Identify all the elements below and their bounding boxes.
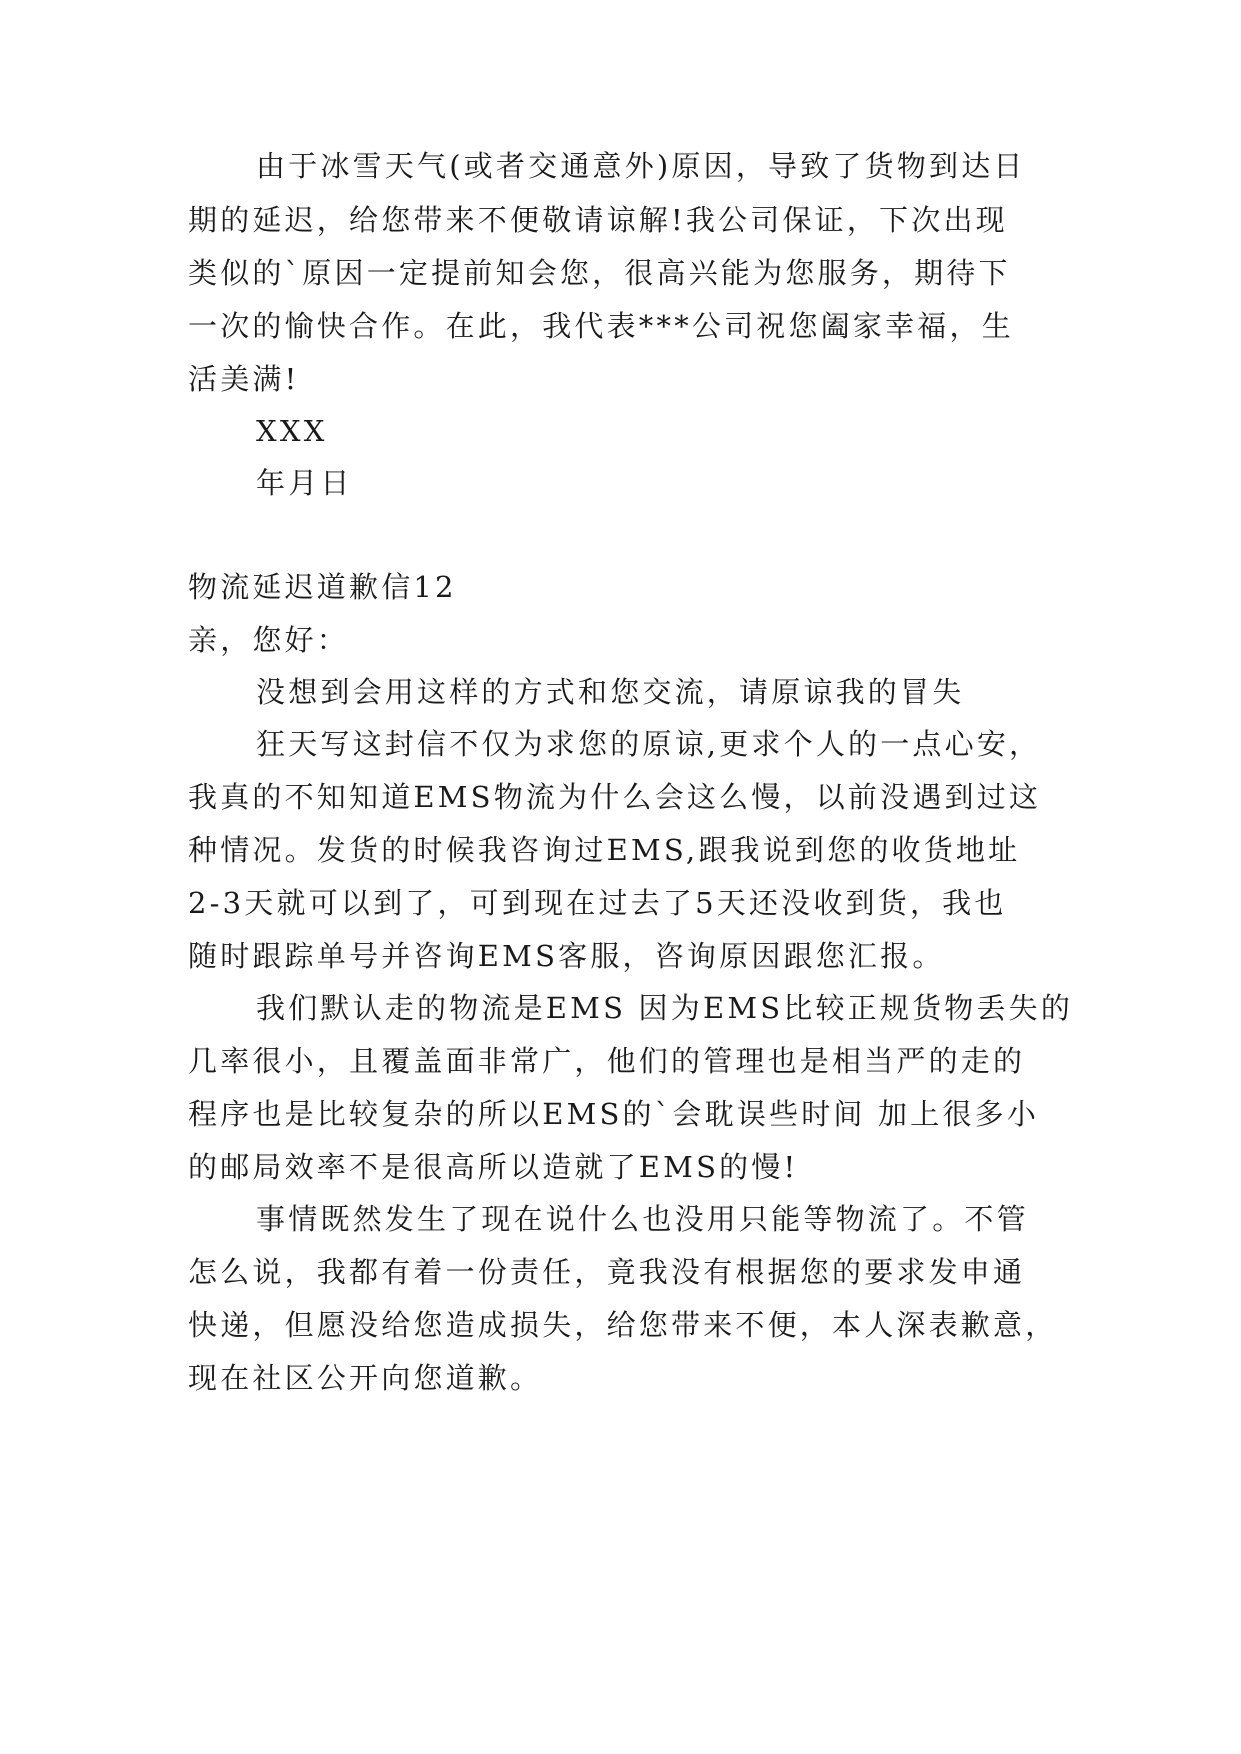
paragraph-line: 活美满! [188,362,300,396]
paragraph-line: 现在社区公开向您道歉。 [188,1361,543,1395]
paragraph-line: 程序也是比较复杂的所以EMS的`会耽误些时间 加上很多小 [188,1097,1040,1131]
paragraph-line: 事情既然发生了现在说什么也没用只能等物流了。不管 [256,1202,1029,1236]
paragraph-line: 我们默认走的物流是EMS 因为EMS比较正规货物丢失的 [256,991,1074,1025]
paragraph-line: 种情况。发货的时候我咨询过EMS,跟我说到您的收货地址 [188,833,1021,867]
paragraph-line: 怎么说，我都有着一份责任，竟我没有根据您的要求发申通 [188,1255,1026,1289]
paragraph-line: 狂天写这封信不仅为求您的原谅,更求个人的一点心安， [256,727,1042,761]
date-line: 年月日 [256,466,353,500]
paragraph-line: 期的延迟，给您带来不便敬请谅解!我公司保证，下次出现 [188,203,1008,237]
paragraph-line: 我真的不知知道EMS物流为什么会这么慢，以前没遇到过这 [188,780,1042,814]
paragraph-line: 2-3天就可以到了，可到现在过去了5天还没收到货，我也 [188,886,1007,920]
paragraph-line: 由于冰雪天气(或者交通意外)原因，导致了货物到达日 [256,149,1026,183]
paragraph-line: 随时跟踪单号并咨询EMS客服，咨询原因跟您汇报。 [188,939,945,973]
paragraph-line: 的邮局效率不是很高所以造就了EMS的慢! [188,1150,799,1184]
paragraph-line: 类似的`原因一定提前知会您，很高兴能为您服务，期待下 [188,256,1011,290]
paragraph-line: 一次的愉快合作。在此，我代表***公司祝您阖家幸福，生 [188,309,1014,343]
paragraph-line: 几率很小，且覆盖面非常广，他们的管理也是相当严的走的 [188,1044,1026,1078]
letter-title: 物流延迟道歉信12 [188,570,457,604]
signature: XXX [256,414,328,448]
greeting: 亲，您好： [188,623,350,657]
paragraph-line: 没想到会用这样的方式和您交流，请原谅我的冒失 [256,675,965,709]
paragraph-line: 快递，但愿没给您造成损失，给您带来不便，本人深表歉意， [188,1308,1058,1342]
